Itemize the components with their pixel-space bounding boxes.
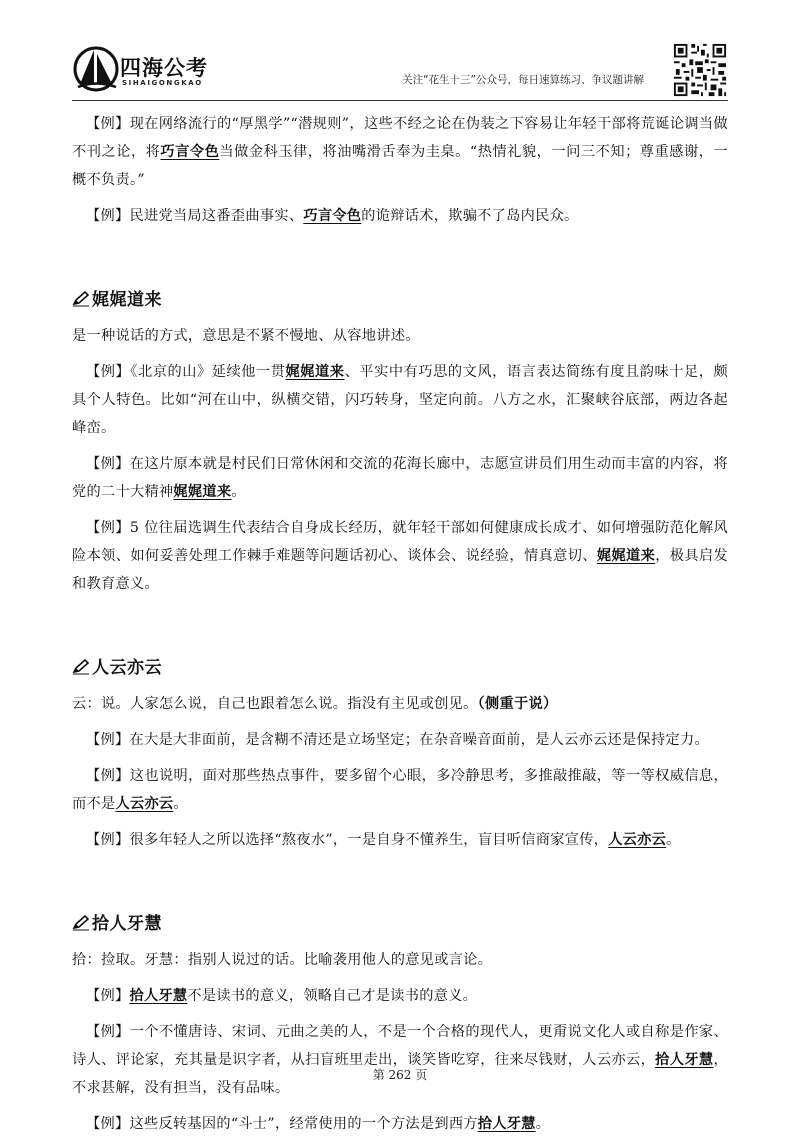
example-text: 。 bbox=[535, 1116, 551, 1132]
logo bbox=[72, 44, 272, 96]
example-text: 、平实中有巧思的文风，语言表达简练有度且韵味十足，颇具个人特色。比如“河在山中，纵横交错，闪巧转身，坚定向前。八方之水，汇聚峡谷底部，两边各起峰峦。 bbox=[72, 364, 729, 436]
keyword-highlight: 巧言令色 bbox=[303, 208, 362, 224]
section-title-text: 娓娓道来 bbox=[92, 290, 162, 310]
example-text: ，极具启发和教育意义。 bbox=[72, 548, 728, 592]
example-paragraph bbox=[72, 982, 728, 1010]
keyword-highlight: 拾人牙慧 bbox=[655, 1052, 714, 1068]
keyword-highlight: 拾人牙慧 bbox=[477, 1116, 536, 1132]
page-number: 第 262 页 bbox=[372, 1068, 428, 1082]
example-text: 不是读书的意义，领略自己才是读书的意义。 bbox=[187, 988, 478, 1004]
example-paragraph bbox=[72, 1018, 728, 1102]
definition-note: （侧重于说） bbox=[477, 696, 558, 712]
section-title bbox=[72, 654, 728, 682]
example-paragraph bbox=[72, 358, 728, 442]
example-text: 5 位往届选调生代表结合自身成长经历，就年轻干部如何健康成长成才、如何增强防范化解风险本领、如何妥善处理工作棘手难题等问题话初心、谈体会、说经验，情真意切、 bbox=[72, 520, 729, 564]
sail-logo-icon bbox=[72, 44, 122, 94]
qr-code-icon bbox=[672, 42, 728, 98]
section-title-text: 拾人牙慧 bbox=[92, 914, 162, 934]
section-title bbox=[72, 910, 728, 938]
example-text: 。 bbox=[231, 484, 246, 500]
definition-body: 云：说。人家怎么说，自己也跟着怎么说。指没有主见或创见。 bbox=[72, 696, 478, 712]
keyword-highlight: 娓娓道来 bbox=[596, 548, 656, 564]
example-text: 的诡辩话术，欺骗不了岛内民众。 bbox=[361, 208, 579, 224]
example-text: 这些反转基因的“斗士”，经常使用的一个方法是到西方 bbox=[129, 1116, 478, 1132]
header-tagline: 关注“花生十三”公众号，每日速算练习、争议题讲解 bbox=[402, 74, 644, 86]
page-content bbox=[72, 110, 728, 1138]
example-paragraph bbox=[72, 514, 728, 598]
example-paragraph bbox=[72, 762, 728, 818]
example-tag: 【例】 bbox=[86, 832, 130, 848]
example-text: 在这片原本就是村民们日常休闲和交流的花海长廊中，志愿宣讲员们用生动而丰富的内容，将党的二十大精神 bbox=[72, 456, 728, 500]
example-text: 当做金科玉律，将油嘴滑舌奉为圭臬。“热情礼貌，一问三不知；尊重感谢，一概不负责。” bbox=[72, 144, 728, 188]
example-text: 一个不懂唐诗、宋词、元曲之美的人，不是一个合格的现代人，更甭说文化人或自称是作家、诗人、评论家，充其量是识字者，从扫盲班里走出，谈笑皆吃穿，往来尽钱财，人云亦云， bbox=[72, 1024, 728, 1068]
definition-text bbox=[72, 690, 728, 718]
example-paragraph bbox=[72, 826, 728, 854]
logo-subtext: SIHAIGONGKAO bbox=[122, 79, 203, 87]
keyword-highlight: 娓娓道来 bbox=[173, 484, 232, 500]
definition-text: 是一种说话的方式，意思是不紧不慢地、从容地讲述。 bbox=[72, 328, 420, 344]
example-text: 现在网络流行的“厚黑学”“潜规则”，这些不经之论在伪装之下容易让年轻干部将荒诞论调当做不刊之论，将 bbox=[72, 116, 728, 160]
example-paragraph bbox=[72, 450, 728, 506]
example-paragraph bbox=[72, 202, 728, 230]
example-paragraph bbox=[72, 1110, 728, 1138]
example-tag: 【例】 bbox=[86, 116, 130, 132]
example-tag: 【例】 bbox=[86, 520, 130, 536]
example-text: 。 bbox=[666, 832, 681, 848]
pencil-icon bbox=[72, 915, 90, 931]
pencil-icon bbox=[72, 659, 90, 675]
keyword-highlight: 人云亦云 bbox=[115, 796, 174, 812]
example-text: 在大是大非面前，是含糊不清还是立场坚定；在杂音噪音面前，是人云亦云还是保持定力。 bbox=[129, 732, 709, 748]
keyword-highlight: 拾人牙慧 bbox=[129, 988, 188, 1004]
keyword-highlight: 巧言令色 bbox=[160, 144, 220, 160]
example-text: 这也说明，面对那些热点事件，要多留个心眼，多冷静思考，多推敲推敲，等一等权威信息，而不是 bbox=[72, 768, 728, 812]
example-text: 。 bbox=[173, 796, 188, 812]
keyword-highlight: 人云亦云 bbox=[608, 832, 667, 848]
example-text: 民进党当局这番歪曲事实、 bbox=[129, 208, 304, 224]
example-tag: 【例】 bbox=[86, 1024, 130, 1040]
example-text: ，不求甚解，没有担当，没有品味。 bbox=[72, 1052, 728, 1096]
example-text: 《北京的山》延续他一贯 bbox=[130, 364, 286, 380]
pencil-icon bbox=[72, 291, 90, 307]
example-tag: 【例】 bbox=[86, 1116, 130, 1132]
example-paragraph bbox=[72, 110, 728, 194]
example-tag: 【例】 bbox=[86, 768, 130, 784]
example-tag: 【例】 bbox=[86, 208, 130, 224]
example-text: 很多年轻人之所以选择“熬夜水”，一是自身不懂养生，盲目听信商家宣传， bbox=[129, 832, 609, 848]
logo-text: 四海公考 bbox=[120, 56, 208, 80]
example-tag: 【例】 bbox=[86, 456, 130, 472]
header-divider bbox=[72, 100, 728, 101]
page-header bbox=[72, 40, 728, 100]
section-title-text: 人云亦云 bbox=[92, 658, 162, 678]
section-title bbox=[72, 286, 728, 314]
keyword-highlight: 娓娓道来 bbox=[285, 364, 345, 380]
example-tag: 【例】 bbox=[86, 732, 130, 748]
example-tag: 【例】 bbox=[86, 364, 131, 380]
example-paragraph bbox=[72, 726, 728, 754]
example-tag: 【例】 bbox=[86, 988, 130, 1004]
definition-text: 拾：捡取。牙慧：指别人说过的话。比喻袭用他人的意见或言论。 bbox=[72, 952, 493, 968]
